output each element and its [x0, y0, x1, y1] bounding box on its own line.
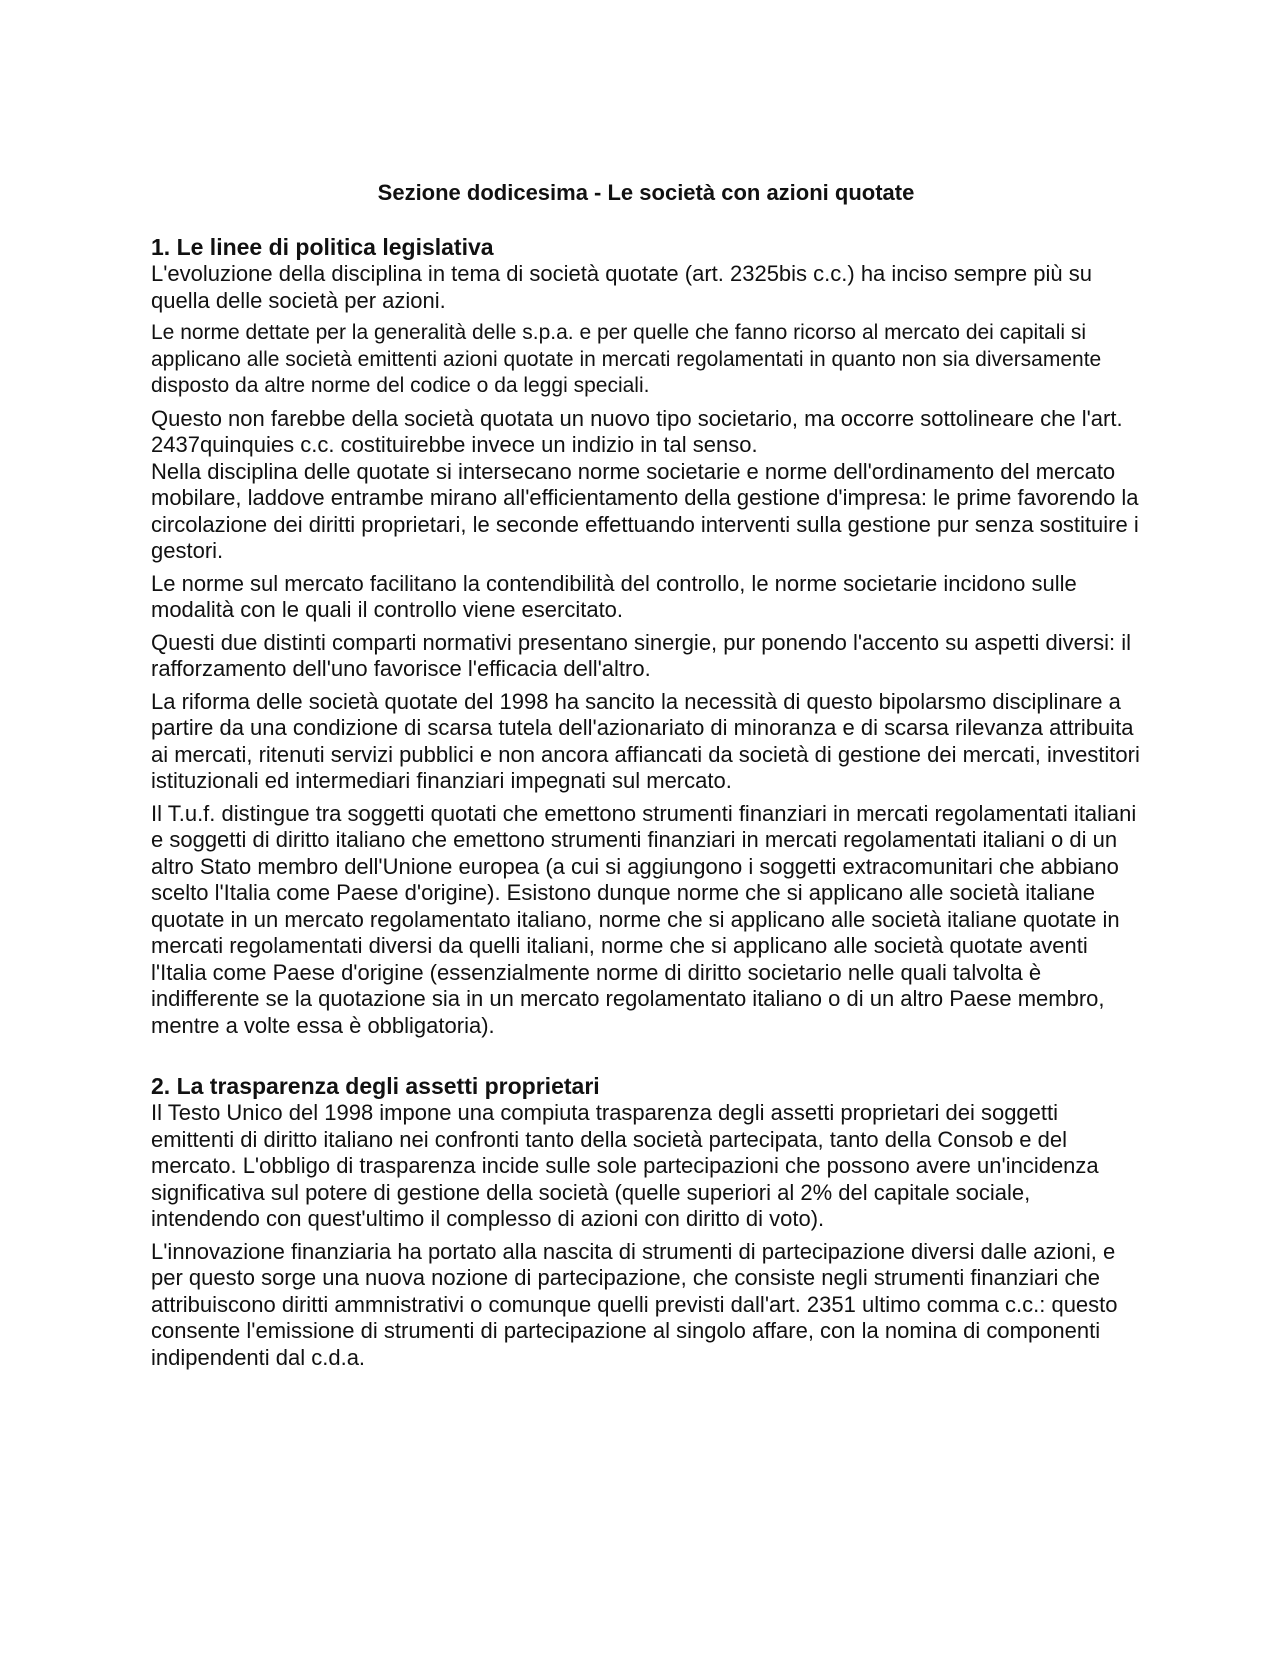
paragraph: Questi due distinti comparti normativi presentano sinergie, pur ponendo l'accento su aspetti diversi: il rafforzamento dell'uno favorisce l'efficacia dell'altro. [151, 629, 1132, 681]
paragraph: La riforma delle società quotate del 1998 ha sancito la necessità di questo bipolarsmo disciplinare a partire da una condizione di scarsa tutela dell'azionariato di minoranza e di scarsa rilevanza attribuita ai mercati, ritenuti servizi pubblici e non ancora affiancati da società di gestione dei mercati, investitori istituzionali ed intermediari finanziari impegnati sul mercato. [151, 688, 1140, 793]
paragraph: Le norme sul mercato facilitano la contendibilità del controllo, le norme societarie incidono sulle modalità con le quali il controllo viene esercitato. [151, 570, 1077, 622]
section-spacer [151, 1045, 1141, 1073]
section-heading: 2. La trasparenza degli assetti proprietari [151, 1073, 600, 1099]
paragraph: L'evoluzione della disciplina in tema di società quotate (art. 2325bis c.c.) ha inciso sempre più su quella delle società per azioni. [151, 261, 1092, 313]
paragraph: Le norme dettate per la generalità delle s.p.a. e per quelle che fanno ricorso al mercato dei capitali si applicano alle società emittenti azioni quotate in mercati regolamentati in quanto non sia diversamente disposto da altre norme del codice o da leggi speciali. [151, 321, 1102, 397]
section-trasparenza-assetti [151, 1073, 1141, 1371]
document-title: Sezione dodicesima - Le società con azioni quotate [377, 180, 915, 205]
paragraph: Il Testo Unico del 1998 impone una compiuta trasparenza degli assetti proprietari dei soggetti emittenti di diritto italiano nei confronti tanto della società partecipata, tanto della Consob e del mercato. L'obbligo di trasparenza incide sulle sole partecipazioni che possono avere un'incidenza significativa sul potere di gestione della società (quelle superiori al 2% del capitale sociale, intendendo con quest'ultimo il complesso di azioni con diritto di voto). [151, 1100, 1099, 1231]
section-heading: 1. Le linee di politica legislativa [151, 234, 494, 260]
section-linee-politica-legislativa [151, 234, 1141, 1039]
paragraph: Il T.u.f. distingue tra soggetti quotati che emettono strumenti finanziari in mercati regolamentati italiani e soggetti di diritto italiano che emettono strumenti finanziari in mercati regolamentati italiani o di un altro Stato membro dell'Unione europea (a cui si aggiungono i soggetti extracomunitari che abbiano scelto l'Italia come Paese d'origine). Esistono dunque norme che si applicano alle società italiane quotate in un mercato regolamentato italiano, norme che si applicano alle società italiane quotate in mercati regolamentati diversi da quelli italiani, norme che si applicano alle società quotate aventi l'Italia come Paese d'origine (essenzialmente norme di diritto societario nelle quali talvolta è indifferente se la quotazione sia in un mercato regolamentato italiano o di un altro Paese membro, mentre a volte essa è obbligatoria). [151, 800, 1137, 1038]
paragraph: L'innovazione finanziaria ha portato alla nascita di strumenti di partecipazione diversi dalle azioni, e per questo sorge una nuova nozione di partecipazione, che consiste negli strumenti finanziari che attribuiscono diritti ammnistrativi o comunque quelli previsti dall'art. 2351 ultimo comma c.c.: questo consente l'emissione di strumenti di partecipazione al singolo affare, con la nomina di componenti indipendenti dal c.d.a. [151, 1238, 1118, 1370]
document-page [151, 180, 1141, 1377]
paragraph: Questo non farebbe della società quotata un nuovo tipo societario, ma occorre sottolineare che l'art. 2437quinquies c.c. costituirebbe invece un indizio in tal senso. [151, 405, 1123, 457]
paragraph: Nella disciplina delle quotate si intersecano norme societarie e norme dell'ordinamento del mercato mobilare, laddove entrambe mirano all'efficientamento della gestione d'impresa: le prime favorendo la circolazione dei diritti proprietari, le seconde effettuando interventi sulla gestione pur senza sostituire i gestori. [151, 458, 1139, 563]
